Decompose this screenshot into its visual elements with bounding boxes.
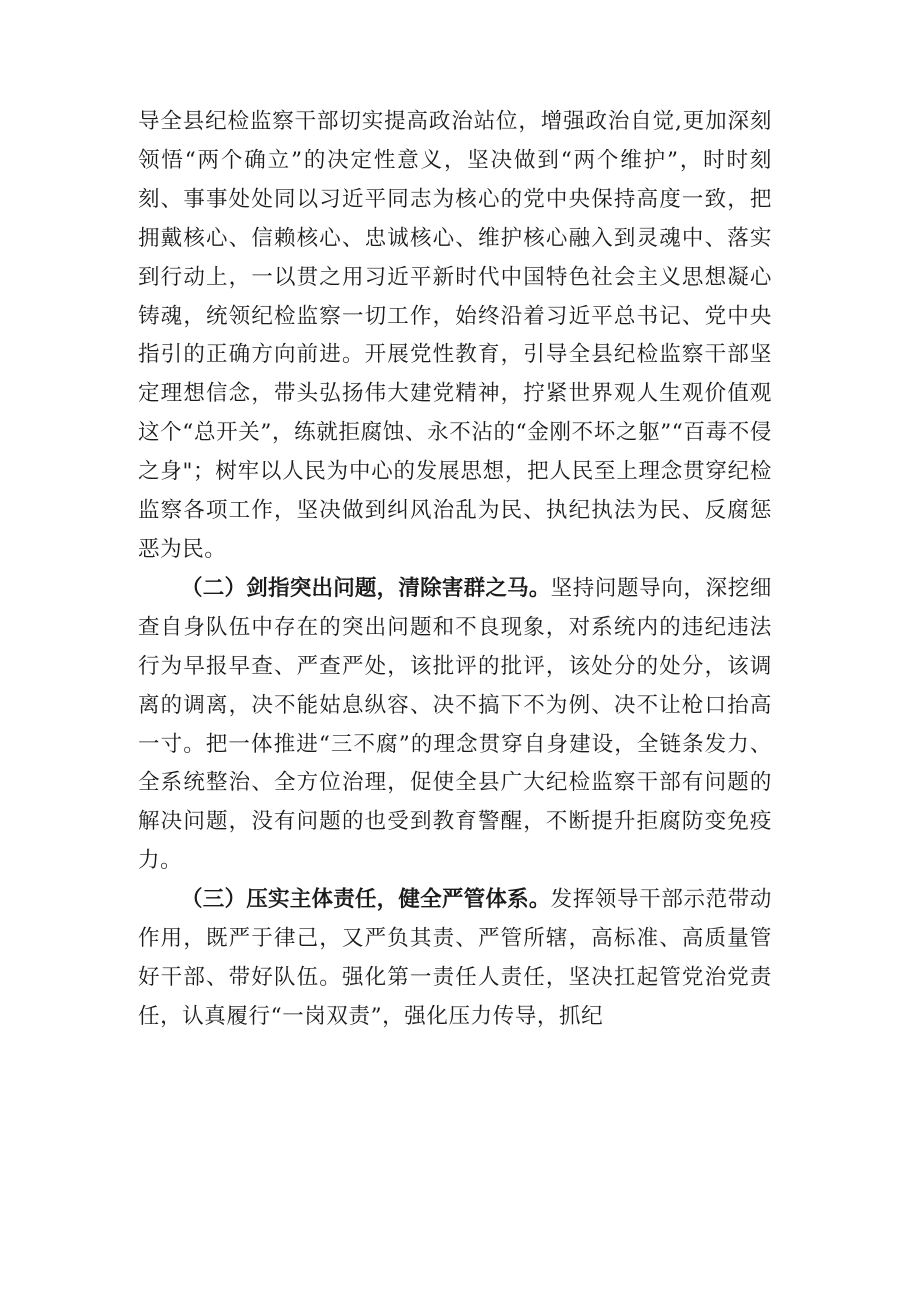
paragraph-2-heading: （二）剑指突出问题，清除害群之马。 [181, 575, 551, 601]
paragraph-3 [138, 881, 772, 1037]
paragraph-2-text: 坚持问题导向，深挖细查自身队伍中存在的突出问题和不良现象，对系统内的违纪违法行为早报早查、严查严处，该批评的批评，该处分的处分，该调离的调离，决不能姑息纵容、决不搞下不为例、决不让枪口抬高一寸。把一体推进“三不腐”的理念贯穿自身建设，全链条发力、全系统整治、全方位治理，促使全县广大纪检监察干部有问题的解决问题，没有问题的也受到教育警醒，不断提升拒腐防变免疫力。 [138, 575, 772, 874]
paragraph-2 [138, 570, 772, 881]
paragraph-3-text: 发挥领导干部示范带动作用，既严于律己，又严负其责、严管所辖，高标准、高质量管好干部、带好队伍。强化第一责任人责任，坚决扛起管党治党责任，认真履行“一岗双责”，强化压力传导，抓纪 [138, 887, 772, 1029]
paragraph-1 [138, 103, 772, 570]
paragraph-3-heading: （三）压实主体责任，健全严管体系。 [181, 887, 551, 913]
paragraph-1-text: 导全县纪检监察干部切实提高政治站位，增强政治自觉,更加深刻领悟“两个确立”的决定性意义，坚决做到“两个维护”，时时刻刻、事事处处同以习近平同志为核心的党中央保持高度一致，把拥戴核心、信赖核心、忠诚核心、维护核心融入到灵魂中、落实到行动上，一以贯之用习近平新时代中国特色社会主义思想凝心铸魂，统领纪检监察一切工作，始终沿着习近平总书记、党中央指引的正确方向前进。开展党性教育，引导全县纪检监察干部坚定理想信念，带头弘扬伟大建党精神，拧紧世界观人生观价值观这个“总开关”，练就拒腐蚀、永不沾的“金刚不坏之躯”“百毒不侵之身"；树牢以人民为中心的发展思想，把人民至上理念贯穿纪检监察各项工作，坚决做到纠风治乱为民、执纪执法为民、反腐惩恶为民。 [138, 109, 772, 562]
document-page [138, 103, 772, 1037]
